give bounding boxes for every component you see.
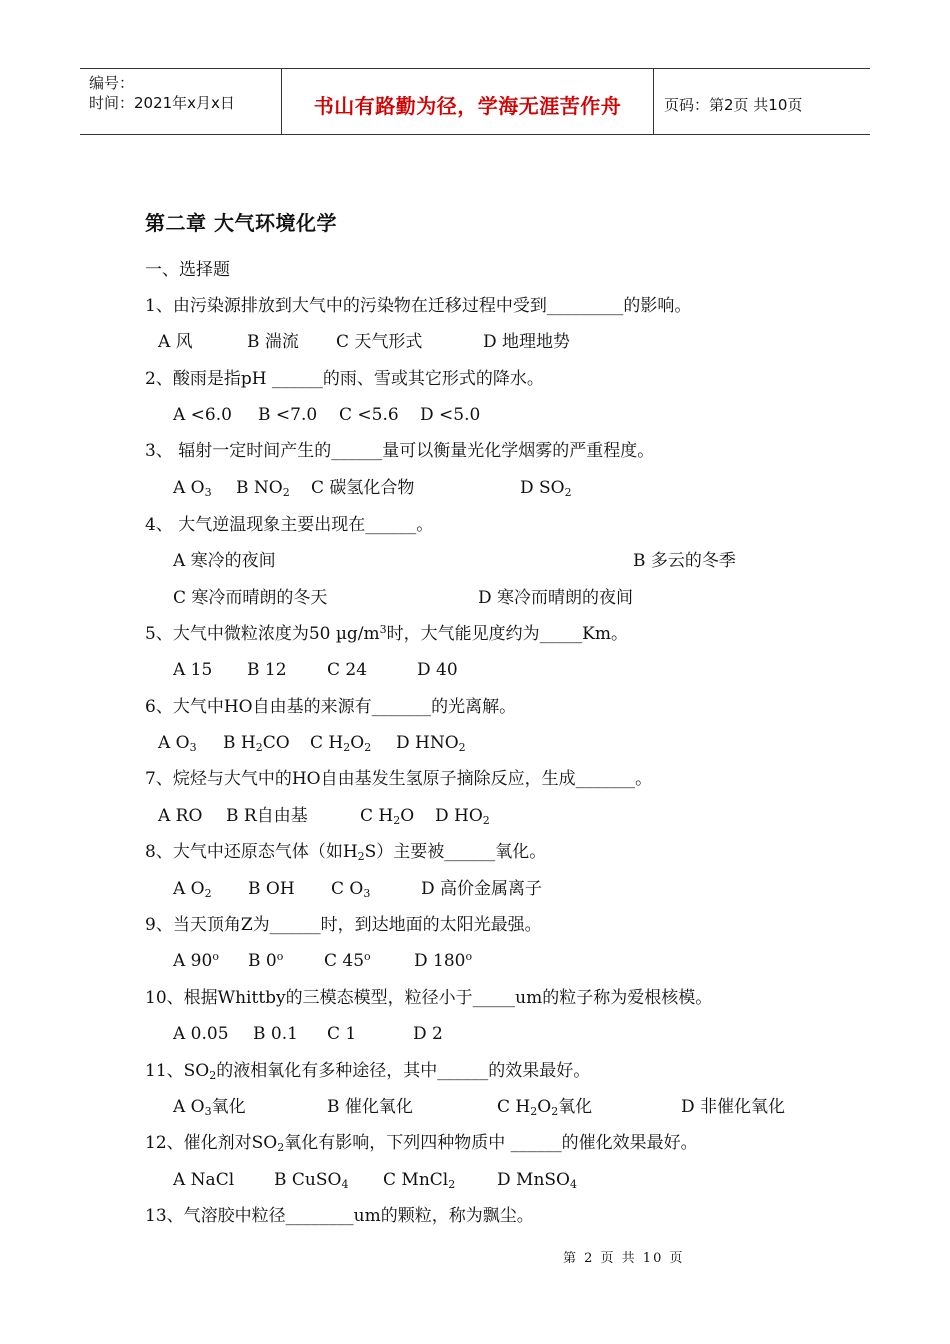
option-a: A RO <box>158 806 203 826</box>
question-7-stem: 7、烷烃与大气中的HO自由基发生氢原子摘除反应，生成_______。 <box>145 769 653 789</box>
option-b: B <7.0 <box>258 405 318 425</box>
option-d: D 180$^o$ <box>414 950 473 971</box>
page-header <box>80 68 870 135</box>
option-c: C MnCl$_2$ <box>383 1170 456 1191</box>
option-d: D 40 <box>417 660 458 680</box>
option-d: D MnSO$_4$ <box>497 1170 577 1191</box>
option-b: B 催化氧化 <box>327 1097 413 1117</box>
code-label: 编号： <box>89 74 135 92</box>
option-a: A NaCl <box>173 1170 235 1190</box>
option-b: B 多云的冬季 <box>633 551 736 571</box>
header-meta-cell <box>80 69 282 134</box>
option-d: D 高价金属离子 <box>421 879 543 899</box>
option-a: A <6.0 <box>173 405 232 425</box>
question-6-stem: 6、大气中HO自由基的来源有_______的光离解。 <box>145 697 517 717</box>
option-c: C 24 <box>327 660 368 680</box>
option-a: A 0.05 <box>173 1024 229 1044</box>
question-3-stem: 3、 辐射一定时间产生的______量可以衡量光化学烟雾的严重程度。 <box>145 441 655 461</box>
motto-text: 书山有路勤为径，学海无涯苦作舟 <box>313 94 622 118</box>
chapter-title: 第二章 大气环境化学 <box>145 211 337 235</box>
option-d: D 地理地势 <box>483 332 571 352</box>
option-d: D $SO_2$ <box>520 478 572 499</box>
option-b: B $H_2CO$ <box>223 733 290 754</box>
option-b: B 0.1 <box>253 1024 298 1044</box>
option-b: B OH <box>248 879 295 899</box>
option-b: B R自由基 <box>226 806 308 826</box>
question-5-stem: 5、大气中微粒浓度为50 $\mu g/m^3$时，大气能见度约为_____Km。 <box>145 623 628 644</box>
option-a: A $O_3$ <box>173 478 212 499</box>
question-9-stem: 9、当天顶角Z为______时，到达地面的太阳光最强。 <box>145 915 542 935</box>
option-c: C 碳氢化合物 <box>311 478 415 498</box>
option-c: C <5.6 <box>339 405 399 425</box>
question-2-stem: 2、酸雨是指pH ______的雨、雪或其它形式的降水。 <box>145 369 544 389</box>
option-d: D 非催化氧化 <box>681 1097 786 1117</box>
option-d: D 寒冷而晴朗的夜间 <box>478 588 634 608</box>
option-d: D $HNO_2$ <box>396 733 466 754</box>
option-c: C 寒冷而晴朗的冬天 <box>173 588 328 608</box>
option-c: C 45$^o$ <box>324 950 371 971</box>
header-motto-cell <box>282 69 654 134</box>
option-c: C $H_2O_2$氧化 <box>497 1097 593 1118</box>
option-d: D $HO_2$ <box>435 806 490 827</box>
option-b: B 0$^o$ <box>248 950 284 971</box>
option-b: B 12 <box>247 660 287 680</box>
question-1-stem: 1、由污染源排放到大气中的污染物在迁移过程中受到_________的影响。 <box>145 296 692 316</box>
option-b: B $NO_2$ <box>236 478 290 499</box>
option-d: D 2 <box>413 1024 443 1044</box>
option-a: A 风 <box>158 332 193 352</box>
option-c: C 1 <box>327 1024 357 1044</box>
option-c: C $H_2O$ <box>360 806 415 827</box>
option-a: A 寒冷的夜间 <box>173 551 276 571</box>
option-c: C $O_3$ <box>331 879 371 900</box>
option-a: A $O_3$氧化 <box>173 1097 246 1118</box>
option-a: A 90$^o$ <box>173 950 219 971</box>
option-c: C $H_2O_2$ <box>310 733 372 754</box>
page-info: 页码：第2页 共10页 <box>664 96 803 114</box>
header-page-cell <box>654 69 870 134</box>
option-a: A $O_3$ <box>158 733 197 754</box>
question-11-stem: 11、$SO_2$的液相氧化有多种途径，其中______的效果最好。 <box>145 1061 591 1082</box>
option-a: A $O_2$ <box>173 879 212 900</box>
question-13-stem: 13、气溶胶中粒径________um的颗粒，称为飘尘。 <box>145 1206 534 1226</box>
question-8-stem: 8、大气中还原态气体（如$H_2S$）主要被______氧化。 <box>145 842 547 863</box>
page-footer: 第 2 页 共 10 页 <box>563 1251 685 1266</box>
section-title: 一、选择题 <box>145 260 230 280</box>
option-b: B CuSO$_4$ <box>274 1170 349 1191</box>
option-d: D <5.0 <box>420 405 481 425</box>
option-b: B 湍流 <box>247 332 299 352</box>
question-12-stem: 12、催化剂对$SO_2$氧化有影响，下列四种物质中 ______的催化效果最好。 <box>145 1133 698 1154</box>
date-label: 时间：2021年x月x日 <box>89 94 235 112</box>
option-c: C 天气形式 <box>336 332 423 352</box>
option-a: A 15 <box>173 660 213 680</box>
question-10-stem: 10、根据Whittby的三模态模型，粒径小于_____um的粒子称为爱根核模。 <box>145 988 713 1008</box>
question-4-stem: 4、 大气逆温现象主要出现在______。 <box>145 515 434 535</box>
